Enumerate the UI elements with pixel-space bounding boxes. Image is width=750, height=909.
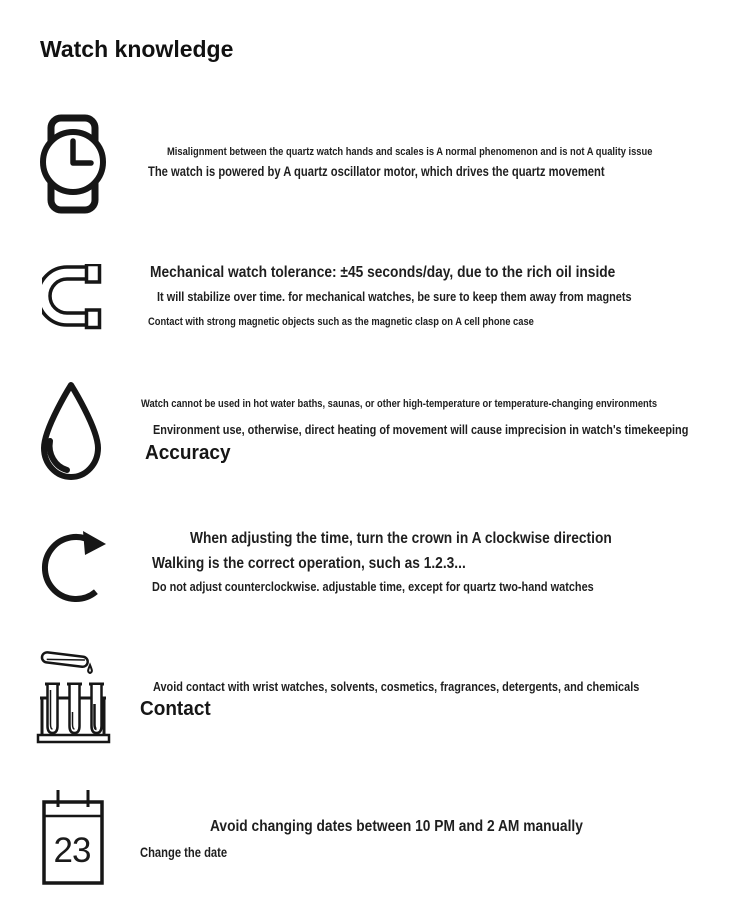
- note-line: Avoid contact with wrist watches, solvents, cosmetics, fragrances, detergents, and chemicals: [153, 679, 640, 694]
- calendar-day: 23: [53, 831, 91, 870]
- note-line: The watch is powered by A quartz oscillator motor, which drives the quartz movement: [148, 163, 605, 179]
- water-drop-icon: [38, 380, 104, 480]
- note-line: When adjusting the time, turn the crown in A clockwise direction: [190, 530, 612, 547]
- test-tubes-icon: [36, 648, 112, 746]
- magnet-icon: [42, 264, 104, 330]
- note-line: Contact with strong magnetic objects such as the magnetic clasp on A cell phone case: [148, 316, 534, 328]
- clockwise-arrow-icon: [40, 528, 112, 606]
- calendar-icon: [42, 788, 104, 885]
- section-heading: Contact: [140, 698, 211, 720]
- note-line: Environment use, otherwise, direct heating of movement will cause imprecision in watch's timekeeping: [153, 422, 689, 437]
- note-line: Change the date: [140, 844, 228, 860]
- note-line: Watch cannot be used in hot water baths, saunas, or other high-temperature or temperature-changing environments: [141, 398, 658, 410]
- note-line: Walking is the correct operation, such as 1.2.3...: [152, 555, 466, 572]
- watch-icon: [38, 112, 110, 214]
- note-line: Do not adjust counterclockwise. adjustable time, except for quartz two-hand watches: [152, 579, 594, 594]
- note-line: Mechanical watch tolerance: ±45 seconds/day, due to the rich oil inside: [150, 264, 616, 281]
- section-heading: Accuracy: [145, 442, 231, 464]
- page-title: Watch knowledge: [40, 36, 234, 62]
- note-line: It will stabilize over time. for mechanical watches, be sure to keep them away from magnets: [157, 289, 632, 304]
- note-line: Misalignment between the quartz watch hands and scales is A normal phenomenon and is not A quality issue: [167, 146, 653, 158]
- note-line: Avoid changing dates between 10 PM and 2 AM manually: [210, 818, 583, 835]
